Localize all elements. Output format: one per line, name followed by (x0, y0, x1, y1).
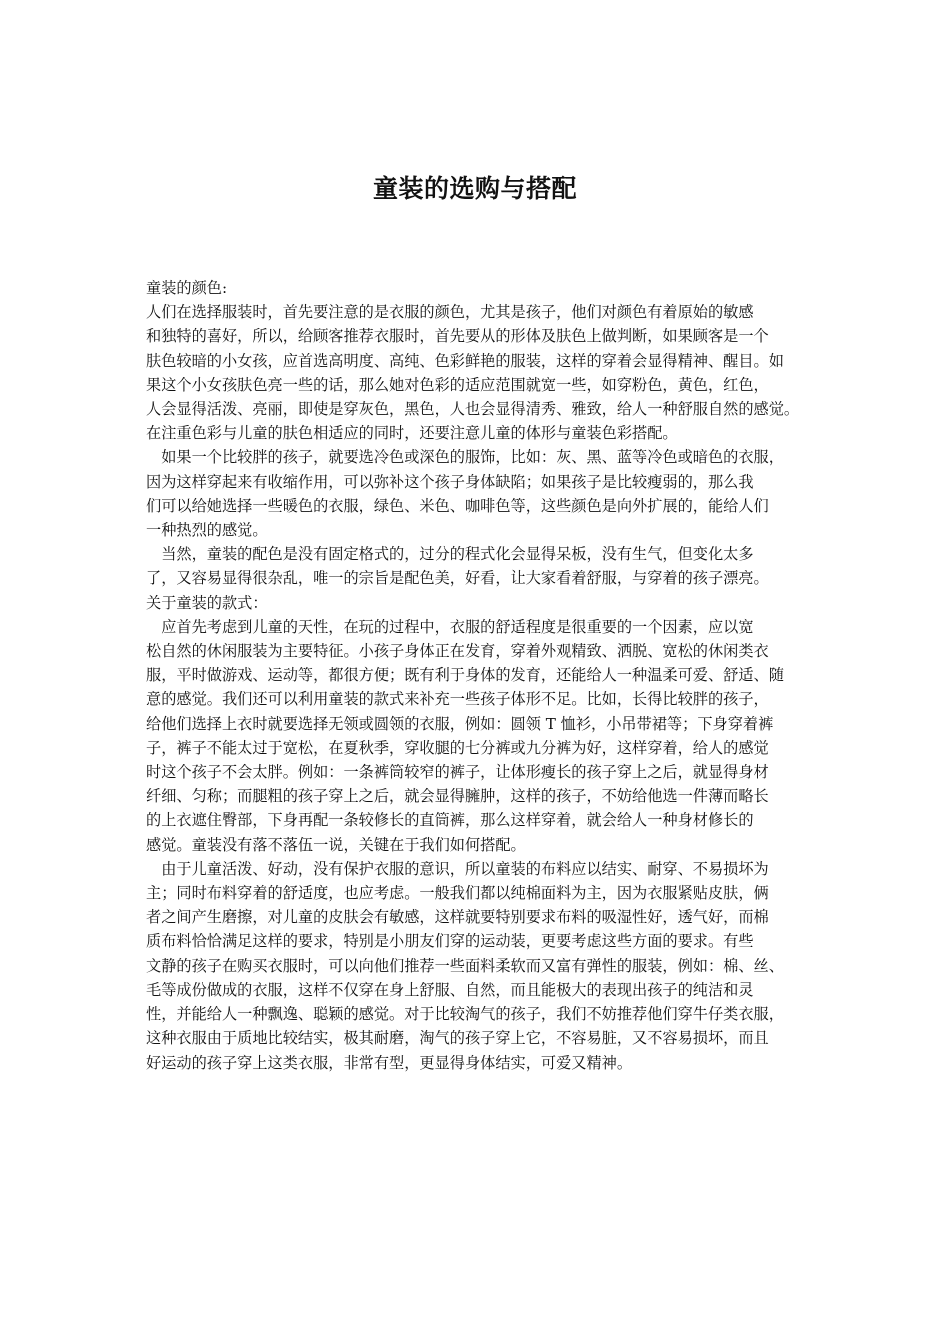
text-line: 者之间产生磨擦，对儿童的皮肤会有敏感，这样就要特别要求布料的吸湿性好，透气好，而棉 (146, 908, 769, 927)
text-line: 因为这样穿起来有收缩作用，可以弥补这个孩子身体缺陷；如果孩子是比较瘦弱的，那么我 (146, 472, 754, 491)
text-line: 给他们选择上衣时就要选择无领或圆领的衣服，例如：圆领 T 恤衫，小吊带裙等；下身穿着裤 (146, 714, 774, 733)
document-body (146, 276, 810, 1075)
text-line: 了，又容易显得很杂乱，唯一的宗旨是配色美，好看，让大家看着舒服，与穿着的孩子漂亮。 (146, 569, 769, 588)
text-line: 人会显得活泼、亮丽，即使是穿灰色，黑色，人也会显得清秀、雅致，给人一种舒服自然的感觉。 (146, 400, 800, 419)
text-line: 性，并能给人一种飘逸、聪颖的感觉。对于比较淘气的孩子，我们不妨推荐他们穿牛仔类衣服， (146, 1005, 784, 1024)
text-line: 子，裤子不能太过于宽松，在夏秋季，穿收腿的七分裤或九分裤为好，这样穿着，给人的感觉 (146, 738, 769, 757)
text-line: 主；同时布料穿着的舒适度，也应考虑。一般我们都以纯棉面料为主，因为衣服紧贴皮肤，俩 (146, 884, 769, 903)
text-line: 松自然的休闲服装为主要特征。小孩子身体正在发育，穿着外观精致、洒脱、宽松的休闲类衣 (146, 642, 769, 661)
text-line: 在注重色彩与儿童的肤色相适应的同时，还要注意儿童的体形与童装色彩搭配。 (146, 424, 678, 443)
text-line: 们可以给她选择一些暖色的衣服，绿色、米色、咖啡色等，这些颜色是向外扩展的，能给人们 (146, 496, 769, 515)
text-line: 由于儿童活泼、好动，没有保护衣服的意识，所以童装的布料应以结实、耐穿、不易损坏为 (146, 859, 769, 878)
text-line: 果这个小女孩肤色亮一些的话，那么她对色彩的适应范围就宽一些，如穿粉色，黄色，红色， (146, 375, 769, 394)
text-line: 如果一个比较胖的孩子，就要选冷色或深色的服饰，比如：灰、黑、蓝等冷色或暗色的衣服， (146, 448, 784, 467)
text-line: 服，平时做游戏、运动等，都很方便；既有利于身体的发育，还能给人一种温柔可爱、舒适、随 (146, 666, 784, 685)
text-line: 肤色较暗的小女孩，应首选高明度、高纯、色彩鲜艳的服装，这样的穿着会显得精神、醒目。如 (146, 351, 784, 370)
text-line: 意的感觉。我们还可以利用童装的款式来补充一些孩子体形不足。比如，长得比较胖的孩子， (146, 690, 769, 709)
text-line: 文静的孩子在购买衣服时，可以向他们推荐一些面料柔软而又富有弹性的服装，例如：棉、丝、 (146, 956, 784, 975)
text-line: 纤细、匀称；而腿粗的孩子穿上之后，就会显得臃肿，这样的孩子，不妨给他选一件薄而略长 (146, 787, 769, 806)
text-line: 的上衣遮住臀部，下身再配一条较修长的直筒裤，那么这样穿着，就会给人一种身材修长的 (146, 811, 754, 830)
text-line: 感觉。童装没有落不落伍一说，关键在于我们如何搭配。 (146, 835, 526, 854)
text-line: 应首先考虑到儿童的天性，在玩的过程中，衣服的舒适程度是很重要的一个因素，应以宽 (146, 617, 754, 636)
text-line: 童装的颜色: (146, 279, 228, 297)
document-title: 童装的选购与搭配 (372, 174, 577, 203)
text-line: 一种热烈的感觉。 (146, 521, 268, 540)
text-line: 和独特的喜好，所以，给顾客推荐衣服时，首先要从的形体及肤色上做判断，如果顾客是一个 (146, 327, 769, 346)
text-line: 关于童装的款式： (146, 593, 268, 612)
text-line: 当然，童装的配色是没有固定格式的，过分的程式化会显得呆板，没有生气，但变化太多 (146, 545, 754, 564)
text-line: 时这个孩子不会太胖。例如：一条裤筒较窄的裤子，让体形瘦长的孩子穿上之后，就显得身材 (146, 763, 769, 782)
text-line: 质布料恰恰满足这样的要求，特别是小朋友们穿的运动装，更要考虑这些方面的要求。有些 (146, 932, 754, 951)
text-line: 人们在选择服装时，首先要注意的是衣服的颜色，尤其是孩子，他们对颜色有着原始的敏感 (146, 303, 754, 322)
text-line: 毛等成份做成的衣服，这样不仅穿在身上舒服、自然，而且能极大的表现出孩子的纯洁和灵 (146, 980, 754, 999)
text-line: 这种衣服由于质地比较结实，极其耐磨，淘气的孩子穿上它，不容易脏，又不容易损坏，而且 (146, 1029, 769, 1048)
text-line: 好运动的孩子穿上这类衣服，非常有型，更显得身体结实，可爱又精神。 (146, 1053, 632, 1072)
